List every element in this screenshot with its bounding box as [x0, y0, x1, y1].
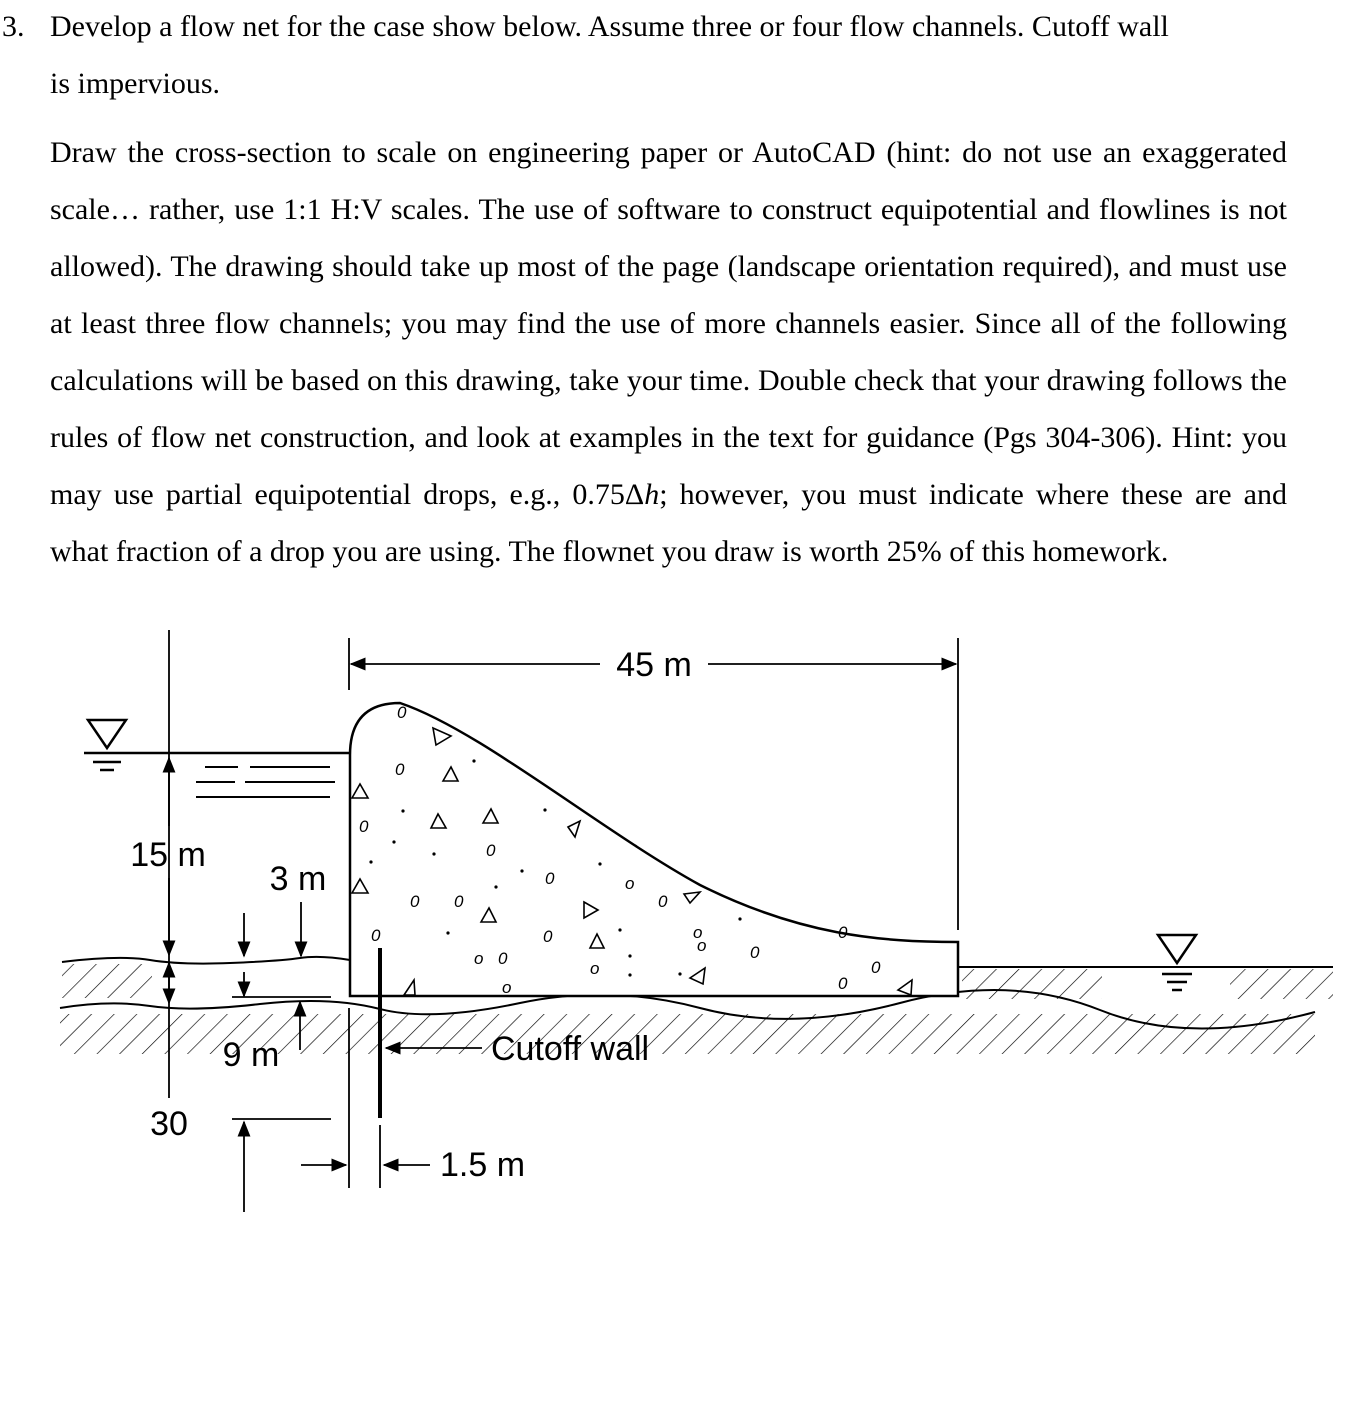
- svg-text:0: 0: [395, 760, 405, 779]
- upstream-ground: [62, 957, 350, 998]
- svg-text:o: o: [697, 936, 707, 955]
- svg-text:o: o: [625, 874, 635, 893]
- svg-text:0: 0: [410, 892, 420, 911]
- svg-text:0: 0: [454, 892, 464, 911]
- svg-text:0: 0: [838, 923, 848, 942]
- svg-text:0: 0: [486, 841, 496, 860]
- question-first-line: Develop a flow net for the case show below. Assume three or four flow channels. Cutoff wall: [50, 10, 1169, 43]
- cutoff-depth-label: 9 m: [222, 1036, 280, 1074]
- svg-text:o: o: [693, 923, 703, 942]
- svg-text:0: 0: [359, 817, 369, 836]
- svg-text:0: 0: [543, 927, 553, 946]
- svg-text:0: 0: [658, 892, 668, 911]
- cutoff-depth-dimension: [232, 972, 331, 1212]
- dam-cross-section-figure: [0, 630, 1355, 1413]
- dam-length-label: 45 m: [616, 646, 692, 684]
- downstream-water-level-symbol: [1158, 935, 1196, 990]
- svg-text:0: 0: [397, 703, 407, 722]
- svg-text:o: o: [502, 978, 512, 997]
- svg-text:0: 0: [838, 974, 848, 993]
- upstream-head-label: 15 m: [130, 836, 206, 874]
- instructions-text-a: Draw the cross-section to scale on engineering paper or AutoCAD (hint: do not use an exaggerated scale… rather, use 1:1 H:V scales. The use of software to construct equipotential and flowlines is not allowed). The drawing should take up most of the page (landscape orientation required), and must use at least three flow channels; you may find the use of more channels easier. Since all of the following calculations will be based on this drawing, take your time. Double check that your drawing follows the rules of flow net construction, and look at examples in the text for guidance (Pgs 304-306). Hint: you may use partial equipotential drops, e.g., 0.75: [50, 136, 1287, 511]
- cutoff-embedment-dimension: [244, 902, 301, 956]
- cutoff-wall-label: Cutoff wall: [491, 1030, 650, 1068]
- instructions-paragraph: [50, 124, 1287, 580]
- svg-text:0: 0: [750, 943, 760, 962]
- question-number: 3.: [2, 10, 25, 43]
- h-symbol: h: [644, 478, 660, 511]
- delta-symbol: Δ: [624, 478, 645, 511]
- svg-text:0: 0: [545, 869, 555, 888]
- svg-text:o: o: [474, 949, 484, 968]
- water-surface-lines: [196, 767, 335, 797]
- upstream-water-level-symbol: [84, 720, 350, 770]
- question-second-line: is impervious.: [50, 67, 220, 100]
- instructions-text-b: ; however, you must indicate where these are and what fraction of a drop you are using. The flownet you draw is worth 25% of this homework.: [50, 478, 1287, 568]
- concrete-dam: [350, 703, 958, 996]
- layer-thickness-label: 30: [150, 1105, 188, 1143]
- svg-text:0: 0: [371, 926, 381, 945]
- cutoff-offset-label: 1.5 m: [440, 1146, 526, 1184]
- cutoff-embedment-label: 3 m: [269, 860, 327, 898]
- svg-text:o: o: [590, 959, 600, 978]
- downstream-ground: [958, 967, 1333, 999]
- svg-text:0: 0: [498, 949, 508, 968]
- svg-text:0: 0: [871, 958, 881, 977]
